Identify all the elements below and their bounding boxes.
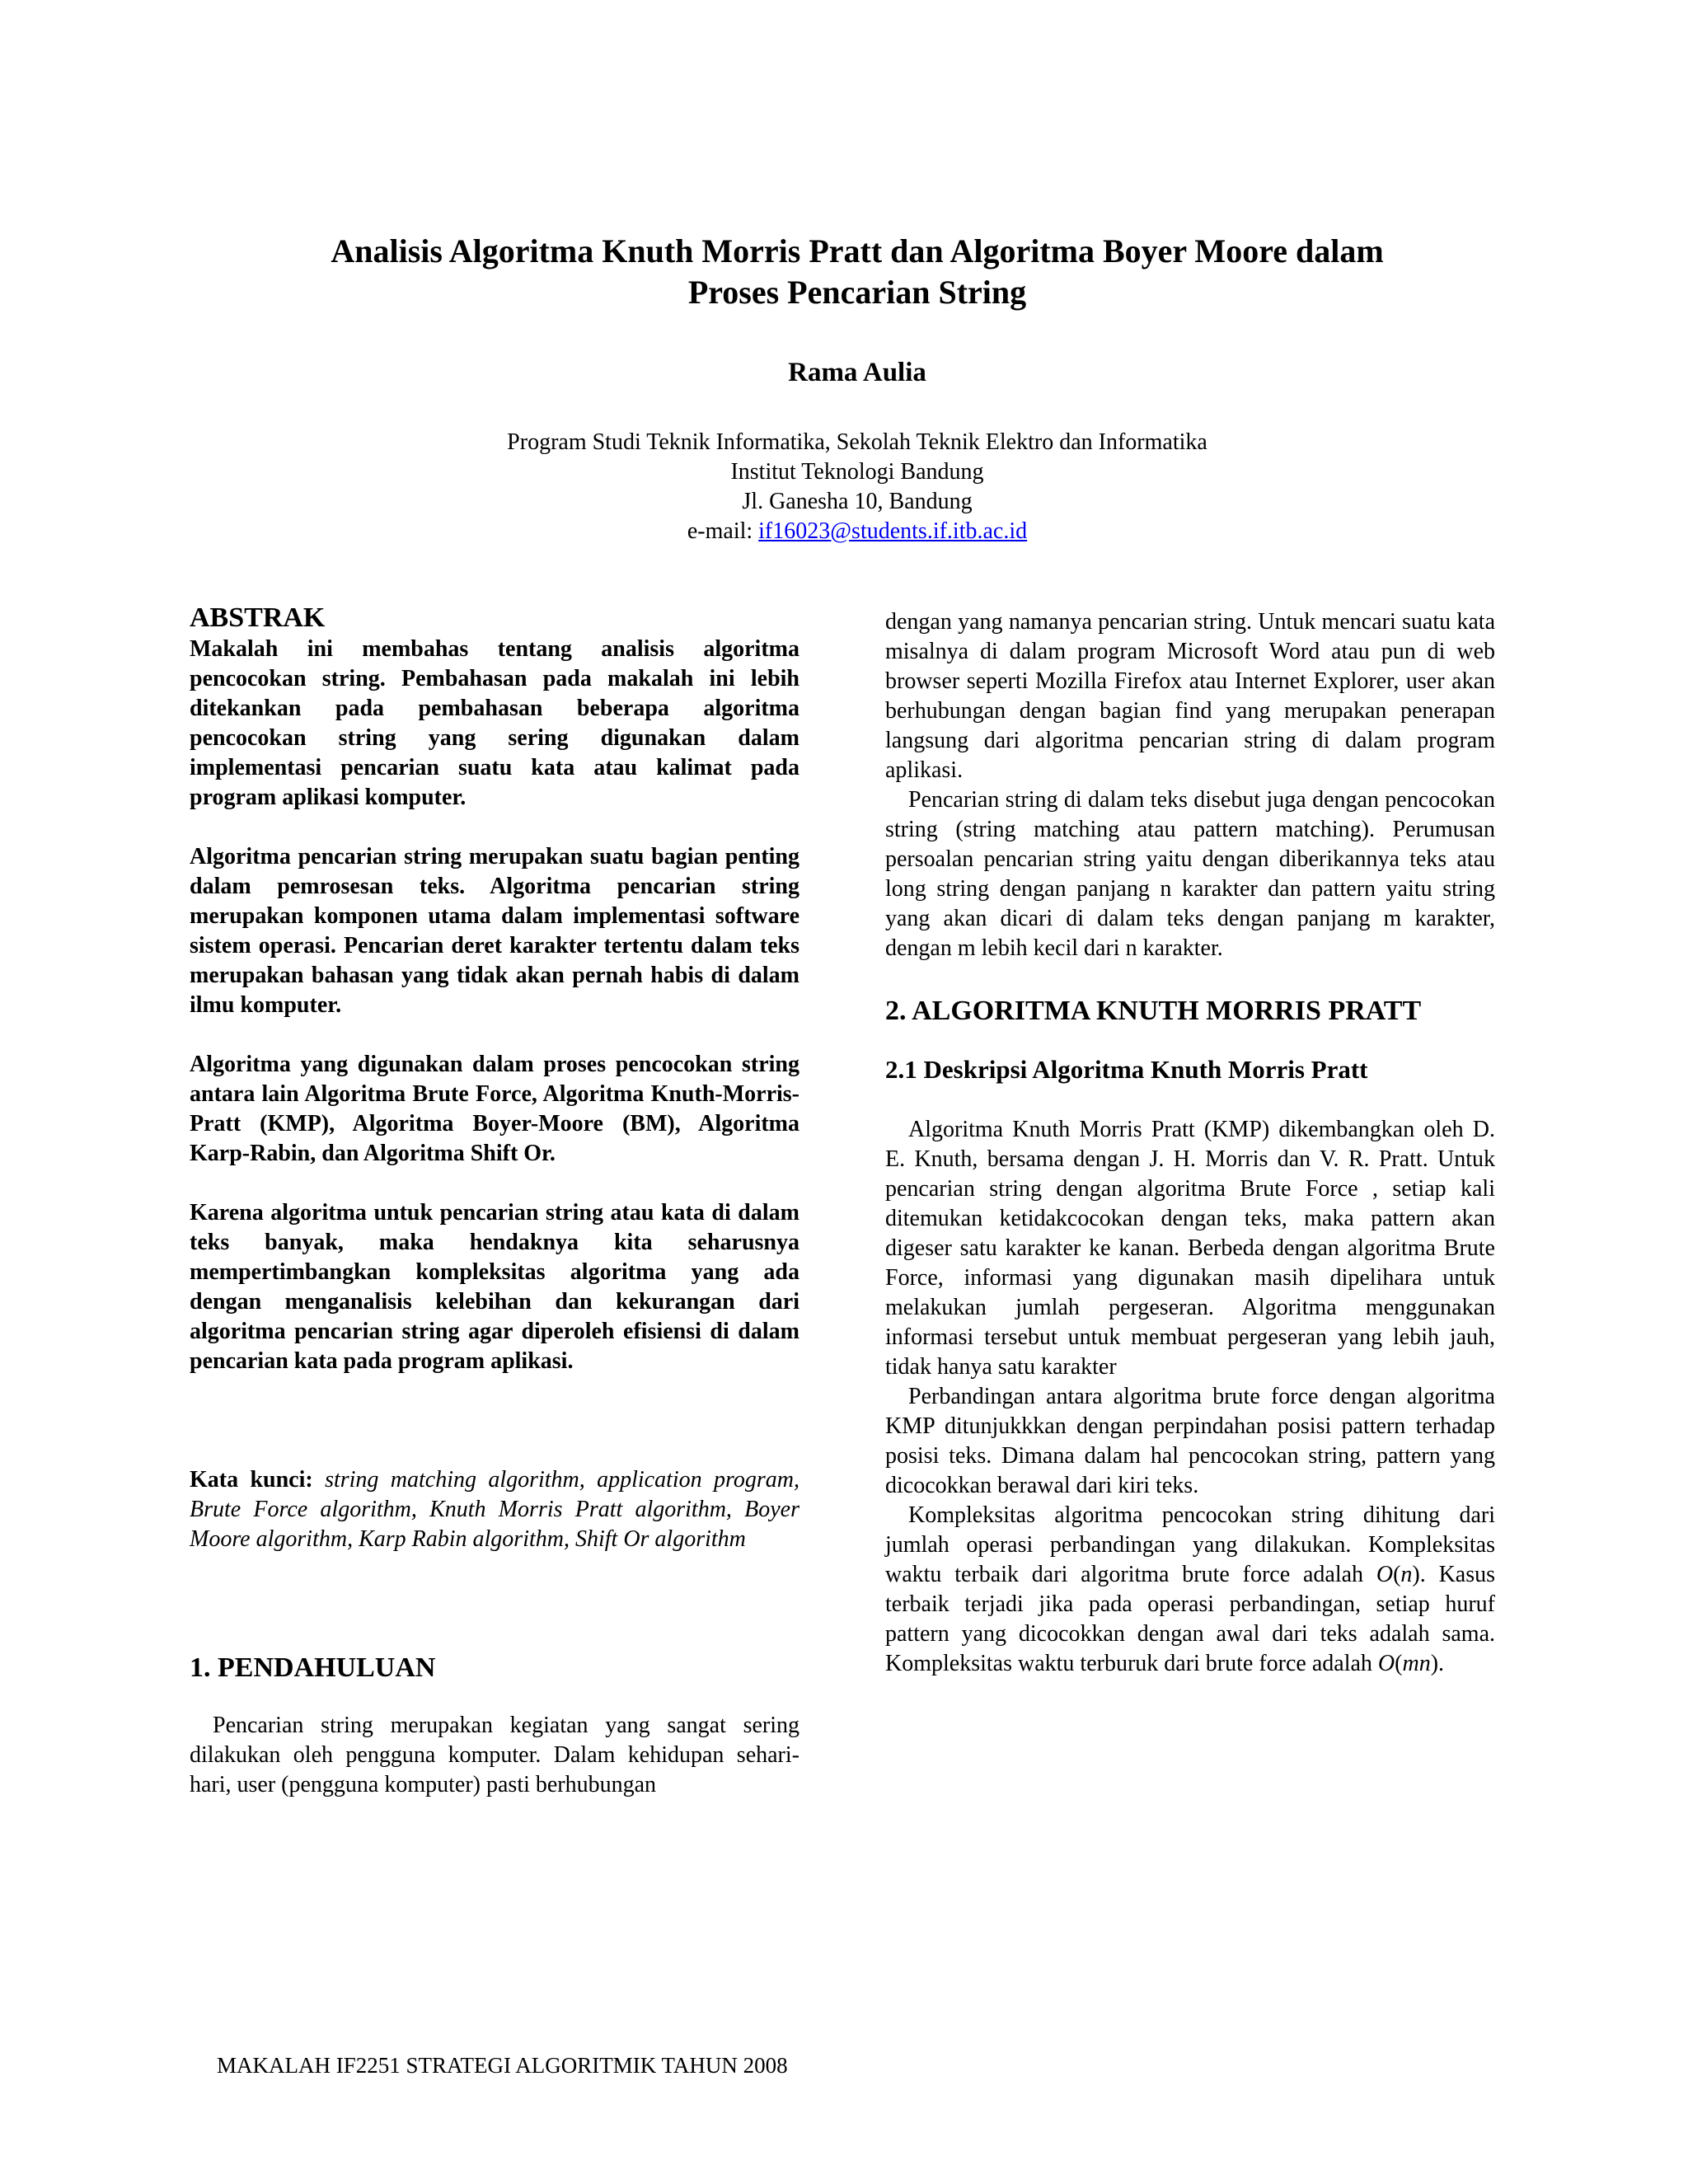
abstract-paragraph-2: Algoritma pencarian string merupakan suatu bagian penting dalam pemrosesan teks. Algoritma pencarian string merupakan komponen utama dalam implementasi software sistem operasi. Pencarian deret karakter tertentu dalam teks merupakan bahasan yang tidak akan pernah habis di dalam ilmu komputer. — [190, 844, 799, 1018]
affiliation-address: Jl. Ganesha 10, Bandung — [742, 489, 973, 514]
section-2-heading: 2. ALGORITMA KNUTH MORRIS PRATT — [885, 996, 1422, 1026]
affiliation-program: Program Studi Teknik Informatika, Sekolah Teknik Elektro dan Informatika — [507, 429, 1207, 455]
abstract-paragraph-3: Algoritma yang digunakan dalam proses pencocokan string antara lain Algoritma Brute Force, Algoritma Knuth-Morris-Pratt (KMP), Algoritma Boyer-Moore (BM), Algoritma Karp-Rabin, dan Algoritma Shift Or. — [190, 1052, 799, 1166]
abstract-heading: ABSTRAK — [190, 602, 326, 633]
email-link[interactable]: if16023@students.if.itb.ac.id — [758, 518, 1028, 544]
subsection-2-1-heading: 2.1 Deskripsi Algoritma Knuth Morris Pratt — [885, 1055, 1368, 1084]
section-2-paragraph-2: Perbandingan antara algoritma brute force dengan algoritma KMP ditunjukkkan dengan perpindahan posisi pattern terhadap posisi teks. Dimana dalam hal pencocokan string, pattern yang dicocokkan berawal dari kiri teks. — [885, 1384, 1495, 1498]
abstract-paragraph-4: Karena algoritma untuk pencarian string atau kata di dalam teks banyak, maka hendaknya kita seharusnya mempertimbangkan kompleksitas algoritma yang ada dengan menganalisis kelebihan dan kekurangan dari algoritma pencarian string agar diperoleh efisiensi di dalam pencarian kata pada program aplikasi. — [190, 1200, 799, 1374]
paper-title — [190, 231, 1525, 313]
section-2-paragraph-3: Kompleksitas algoritma pencocokan string dihitung dari jumlah operasi perbandingan yang dilakukan. Kompleksitas waktu terbaik dari algoritma brute force adalah O(n). Kasus terbaik terjadi jika pada operasi perbandingan, setiap huruf pattern yang dicocokkan dengan awal dari teks adalah sama. Kompleksitas waktu terburuk dari brute force adalah O(mn). — [885, 1502, 1496, 1676]
section-1-paragraph-2: Pencarian string di dalam teks disebut juga dengan pencocokan string (string matching atau pattern matching). Perumusan persoalan pencarian string yaitu dengan diberikannya teks atau long string dengan panjang n karakter dan pattern yaitu string yang akan dicari di dalam teks dengan panjang m karakter, dengan m lebih kecil dari n karakter. — [885, 787, 1495, 961]
email-label: e-mail: — [687, 518, 759, 544]
section-1-paragraph-1-cont: dengan yang namanya pencarian string. Untuk mencari suatu kata misalnya di dalam program Microsoft Word atau pun di web browser seperti Mozilla Firefox atau Internet Explorer, user akan berhubungan dengan bagian find yang merupakan penerapan langsung dari algoritma pencarian string di dalam program aplikasi. — [885, 609, 1495, 783]
title-line-1: Analisis Algoritma Knuth Morris Pratt dan Algoritma Boyer Moore dalam — [331, 232, 1384, 269]
left-column — [190, 602, 799, 1800]
affiliation-block — [190, 428, 1525, 546]
abstract-body — [190, 635, 799, 1376]
email-line — [190, 517, 1525, 546]
section-2-paragraph-1: Algoritma Knuth Morris Pratt (KMP) dikembangkan oleh D. E. Knuth, bersama dengan J. H. Morris dan V. R. Pratt. Untuk pencarian string dengan algoritma Brute Force , setiap kali ditemukan ketidakcocokan dengan teks, maka pattern akan digeser satu karakter ke kanan. Berbeda dengan algoritma Brute Force, informasi yang digunakan masih dipelihara untuk melakukan jumlah pergeseran. Algoritma menggunakan informasi tersebut untuk membuat pergeseran yang lebih jauh, tidak hanya satu karakter — [885, 1117, 1495, 1380]
abstract-paragraph-1: Makalah ini membahas tentang analisis algoritma pencocokan string. Pembahasan pada makalah ini lebih ditekankan pada pembahasan beberapa algoritma pencocokan string yang sering digunakan dalam implementasi pencarian suatu kata atau kalimat pada program aplikasi komputer. — [190, 636, 799, 810]
title-line-2: Proses Pencarian String — [687, 274, 1027, 311]
keywords-text: string matching algorithm, application program, Brute Force algorithm, Knuth Morris Pratt algorithm, Boyer Moore algorithm, Karp Rabin algorithm, Shift Or algorithm — [190, 1467, 799, 1552]
keywords — [190, 1465, 799, 1554]
section-1-paragraph-1-start: Pencarian string merupakan kegiatan yang sangat sering dilakukan oleh pengguna komputer. Dalam kehidupan sehari-hari, user (pengguna komputer) pasti berhubungan — [190, 1713, 799, 1797]
author-name: Rama Aulia — [788, 358, 926, 387]
page-footer: MAKALAH IF2251 STRATEGI ALGORITMIK TAHUN 2008 — [217, 2053, 788, 2078]
affiliation-institute: Institut Teknologi Bandung — [730, 459, 984, 485]
section-1-heading: 1. PENDAHULUAN — [190, 1652, 436, 1683]
right-column — [885, 607, 1495, 1679]
keywords-label: Kata kunci: — [190, 1467, 313, 1493]
